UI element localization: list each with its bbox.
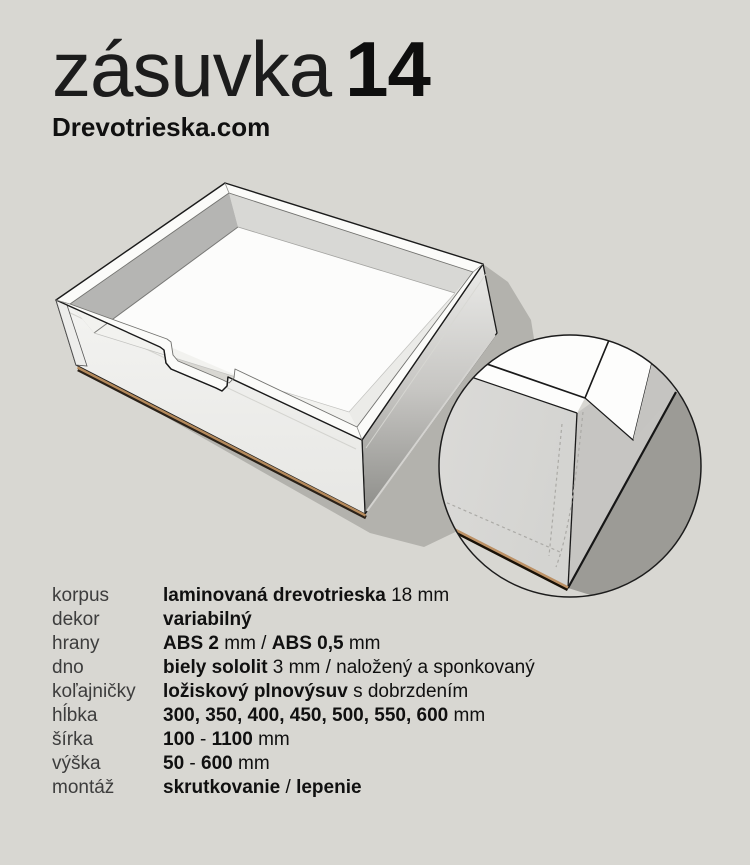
spec-row <box>52 656 692 680</box>
spec-row <box>52 752 692 776</box>
spec-row <box>52 776 692 800</box>
spec-row <box>52 704 692 728</box>
spec-label: montáž <box>52 777 115 798</box>
spec-value: skrutkovanie / lepenie <box>163 777 362 798</box>
spec-label: výška <box>52 753 101 774</box>
spec-value: ložiskový plnovýsuv s dobrzdením <box>163 681 469 702</box>
title-product-number: 14 <box>345 25 430 113</box>
spec-label: koľajničky <box>52 681 136 702</box>
spec-label: dekor <box>52 609 100 630</box>
spec-value: 300, 350, 400, 450, 500, 550, 600 mm <box>163 705 486 726</box>
page-title <box>52 25 430 113</box>
spec-row <box>52 608 692 632</box>
spec-value: ABS 2 mm / ABS 0,5 mm <box>163 633 381 654</box>
spec-row <box>52 632 692 656</box>
header <box>52 25 430 143</box>
brand-name: Drevotrieska.com <box>52 112 271 142</box>
title-product-name: zásuvka <box>52 25 332 113</box>
spec-label: šírka <box>52 729 94 750</box>
spec-value: laminovaná drevotrieska 18 mm <box>163 585 450 606</box>
spec-value: 100 - 1100 mm <box>163 729 290 750</box>
spec-table <box>52 584 692 800</box>
spec-row <box>52 680 692 704</box>
spec-label: dno <box>52 657 84 678</box>
spec-label: korpus <box>52 585 110 606</box>
spec-value: variabilný <box>163 609 252 630</box>
spec-value: 50 - 600 mm <box>163 753 270 774</box>
spec-label: hĺbka <box>52 705 98 726</box>
spec-label: hrany <box>52 633 100 654</box>
spec-row <box>52 584 692 608</box>
spec-row <box>52 728 692 752</box>
spec-value: biely sololit 3 mm / naložený a sponkovaný <box>163 657 535 678</box>
